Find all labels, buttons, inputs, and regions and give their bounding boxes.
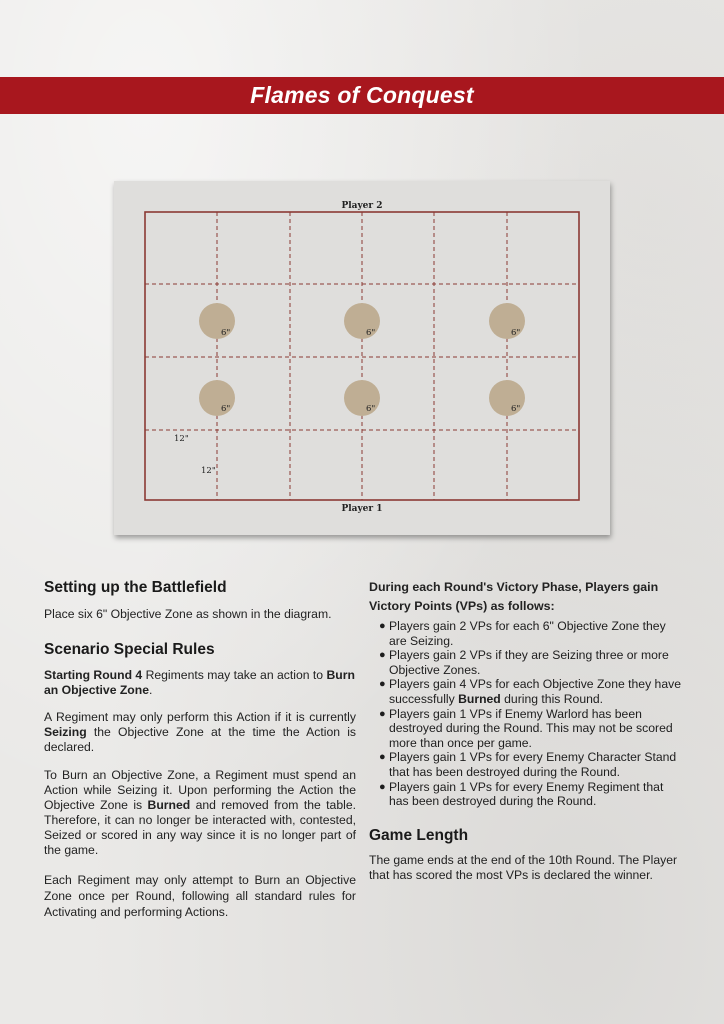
- player-1-label: Player 1: [341, 504, 383, 514]
- special-rules-para-4: Each Regiment may only attempt to Burn an Objective Zone once per Round, following all standard rules for Activating and performing Actions.: [44, 873, 356, 919]
- bullet-icon: ●: [379, 620, 386, 632]
- battlefield-map: [114, 181, 610, 535]
- player-2-label: Player 2: [341, 201, 383, 211]
- zone-label: 6": [511, 328, 521, 338]
- list-item: ● Players gain 1 VPs if Enemy Warlord has been destroyed during the Round. This may not be scored more than once per game.: [379, 706, 673, 750]
- measure-vertical-label: 12": [201, 466, 216, 476]
- zone-label: 6": [511, 404, 521, 414]
- bullet-icon: ●: [379, 678, 386, 691]
- zone-label: 6": [221, 328, 231, 338]
- starting-round-bold: Starting Round 4: [44, 668, 143, 682]
- victory-points-list: [369, 619, 681, 809]
- seizing-bold: Seizing: [44, 725, 87, 739]
- burn-bold: Burn an Objective Zone: [44, 668, 355, 697]
- victory-intro: During each Round's Victory Phase, Players gain Victory Points (VPs) as follows:: [369, 580, 659, 613]
- list-item: ● Players gain 1 VPs for every Enemy Character Stand that has been destroyed during the Round.: [379, 750, 677, 779]
- game-length-heading: Game Length: [369, 827, 469, 844]
- list-item: ● Players gain 2 VPs for each 6" Objective Zone they are Seizing.: [379, 619, 666, 648]
- zone-label: 6": [366, 404, 376, 414]
- zone-label: 6": [366, 328, 376, 338]
- title-bar: [0, 77, 724, 114]
- special-rules-para-1: Starting Round 4 Regiments may take an action to Burn an Objective Zone.: [44, 668, 355, 697]
- battlefield-diagram: [114, 181, 610, 535]
- list-item: ● Players gain 2 VPs if they are Seizing three or more Objective Zones.: [379, 648, 669, 677]
- bullet-icon: ●: [379, 780, 386, 793]
- burned-bold: Burned: [147, 798, 191, 812]
- special-rules-para-2: A Regiment may only perform this Action if it is currently Seizing the Objective Zone at the time the Action is declared.: [44, 710, 356, 754]
- bullet-icon: ●: [379, 707, 386, 720]
- bullet-icon: ●: [379, 751, 386, 764]
- bullet-icon: ●: [379, 649, 386, 662]
- setup-heading: Setting up the Battlefield: [44, 579, 227, 596]
- list-item: ● Players gain 4 VPs for each Objective Zone they have successfully Burned during this Round.: [379, 677, 681, 706]
- setup-text: Place six 6" Objective Zone as shown in the diagram.: [44, 607, 332, 621]
- page-title: Flames of Conquest: [250, 82, 474, 108]
- special-rules-para-3: To Burn an Objective Zone, a Regiment must spend an Action while Seizing it. Upon performing the Action the Objective Zone is Burned and removed from the table. Therefore, it can no longer be interacted with, contested, Seized or scored in any way since it is no longer part of the game.: [44, 768, 356, 857]
- measure-horizontal-label: 12": [174, 434, 189, 444]
- special-rules-heading: Scenario Special Rules: [44, 641, 215, 658]
- game-length-text: The game ends at the end of the 10th Round. The Player that has scored the most VPs is declared the winner.: [369, 853, 678, 882]
- list-item: ● Players gain 1 VPs for every Enemy Regiment that has been destroyed during the Round.: [379, 779, 664, 809]
- grid-lines: [145, 212, 579, 500]
- zone-label: 6": [221, 404, 231, 414]
